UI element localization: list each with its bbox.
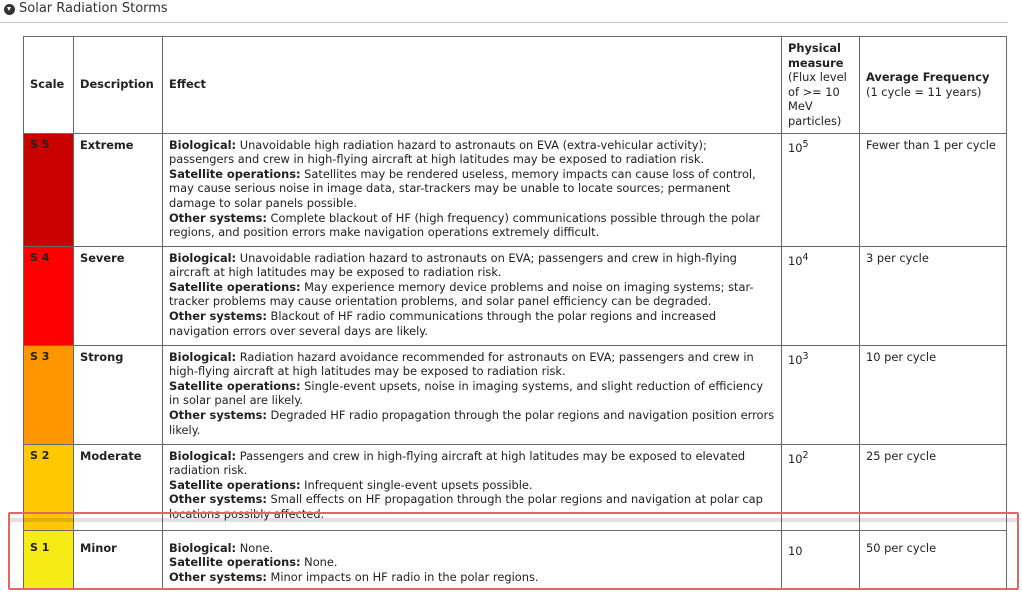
table-row <box>24 444 1007 530</box>
expand-icon[interactable] <box>4 4 15 15</box>
physical-measure-cell <box>782 246 860 345</box>
measure-base: 10 <box>788 253 803 268</box>
description-cell: Severe <box>74 246 163 345</box>
measure-exponent: 2 <box>802 449 809 461</box>
effect-cell <box>163 530 782 589</box>
effect-cell <box>163 444 782 530</box>
header-average-frequency <box>860 37 1007 134</box>
measure-base: 10 <box>788 543 803 558</box>
other-systems-text: Minor impacts on HF radio in the polar regions. <box>270 569 539 584</box>
other-systems-label: Other systems: <box>169 407 267 422</box>
table-row <box>24 246 1007 345</box>
satellite-text: None. <box>304 555 338 570</box>
frequency-cell: 3 per cycle <box>860 246 1007 345</box>
table-row <box>24 530 1007 589</box>
satellite-label: Satellite operations: <box>169 166 301 181</box>
measure-base: 10 <box>788 451 803 466</box>
header-physical-measure-title: Physical measure <box>788 41 844 70</box>
biological-text: Unavoidable high radiation hazard to astronauts on EVA (extra-vehicular activity); passengers and crew in high-flying aircraft at high latitudes may be exposed to radiation risk. <box>169 137 707 167</box>
biological-text: Unavoidable radiation hazard to astronauts on EVA; passengers and crew in high-flying aircraft at high latitudes may be exposed to radiation risk. <box>169 250 737 280</box>
biological-label: Biological: <box>169 448 237 463</box>
effect-cell <box>163 345 782 444</box>
satellite-label: Satellite operations: <box>169 477 301 492</box>
measure-base: 10 <box>788 140 803 155</box>
satellite-text: Satellites may be rendered useless, memory impacts can cause loss of control, may cause serious noise in image data, star-trackers may be unable to locate sources; permanent damage to solar panels possible. <box>169 166 756 210</box>
other-systems-label: Other systems: <box>169 210 267 225</box>
other-systems-label: Other systems: <box>169 308 267 323</box>
scale-cell: S 5 <box>24 133 74 246</box>
section-header[interactable] <box>0 0 1008 23</box>
frequency-cell: Fewer than 1 per cycle <box>860 133 1007 246</box>
physical-measure-cell <box>782 345 860 444</box>
physical-measure-cell <box>782 133 860 246</box>
measure-base: 10 <box>788 352 803 367</box>
scale-cell: S 4 <box>24 246 74 345</box>
other-systems-text: Complete blackout of HF (high frequency) communications possible through the polar regions, and position errors make navigation operations extremely difficult. <box>169 210 761 240</box>
description-cell: Minor <box>74 530 163 589</box>
frequency-cell: 25 per cycle <box>860 444 1007 530</box>
satellite-label: Satellite operations: <box>169 378 301 393</box>
table-row <box>24 133 1007 246</box>
biological-label: Biological: <box>169 349 237 364</box>
effect-cell <box>163 246 782 345</box>
biological-text: Passengers and crew in high-flying aircraft at high latitudes may be exposed to elevated radiation risk. <box>169 448 746 478</box>
satellite-text: Infrequent single-event upsets possible. <box>304 477 533 492</box>
description-cell: Strong <box>74 345 163 444</box>
biological-label: Biological: <box>169 250 237 265</box>
physical-measure-cell <box>782 530 860 589</box>
satellite-text: Single-event upsets, noise in imaging systems, and slight reduction of efficiency in solar panel are likely. <box>169 378 764 408</box>
measure-exponent: 3 <box>802 350 809 362</box>
header-physical-measure <box>782 37 860 134</box>
measure-exponent: 4 <box>802 251 809 263</box>
table-row <box>24 345 1007 444</box>
satellite-label: Satellite operations: <box>169 279 301 294</box>
other-systems-text: Small effects on HF propagation through the polar regions and navigation at polar cap locations possibly affected. <box>169 492 763 521</box>
description-cell: Moderate <box>74 444 163 530</box>
scale-cell: S 2 <box>24 444 74 530</box>
other-systems-label: Other systems: <box>169 569 267 584</box>
frequency-cell: 50 per cycle <box>860 530 1007 589</box>
header-scale: Scale <box>24 37 74 134</box>
satellite-label: Satellite operations: <box>169 555 301 570</box>
description-cell: Extreme <box>74 133 163 246</box>
measure-exponent: 5 <box>802 138 809 150</box>
effect-cell <box>163 133 782 246</box>
other-systems-text: Blackout of HF radio communications through the polar regions and increased navigation errors over several days are likely. <box>169 308 717 338</box>
other-systems-label: Other systems: <box>169 492 267 507</box>
header-average-frequency-sub: (1 cycle = 11 years) <box>866 84 982 99</box>
satellite-text: May experience memory device problems and noise on imaging systems; star-tracker problems may cause orientation problems, and solar panel efficiency can be degraded. <box>169 279 754 309</box>
header-description: Description <box>74 37 163 134</box>
scale-cell: S 1 <box>24 530 74 589</box>
frequency-cell: 10 per cycle <box>860 345 1007 444</box>
header-effect: Effect <box>163 37 782 134</box>
section-title[interactable]: Solar Radiation Storms <box>19 1 168 16</box>
biological-label: Biological: <box>169 540 237 555</box>
scale-cell: S 3 <box>24 345 74 444</box>
other-systems-text: Degraded HF radio propagation through the polar regions and navigation position errors likely. <box>169 407 775 437</box>
biological-text: Radiation hazard avoidance recommended for astronauts on EVA; passengers and crew in high-flying aircraft at high latitudes may be exposed to radiation risk. <box>169 349 754 379</box>
table-header-row <box>24 37 1007 134</box>
header-average-frequency-title: Average Frequency <box>866 70 990 85</box>
header-physical-measure-sub: (Flux level of >= 10 MeV particles) <box>788 70 847 128</box>
biological-text: None. <box>239 540 274 555</box>
physical-measure-cell <box>782 444 860 530</box>
biological-label: Biological: <box>169 137 237 152</box>
solar-radiation-storms-table <box>23 36 1007 589</box>
